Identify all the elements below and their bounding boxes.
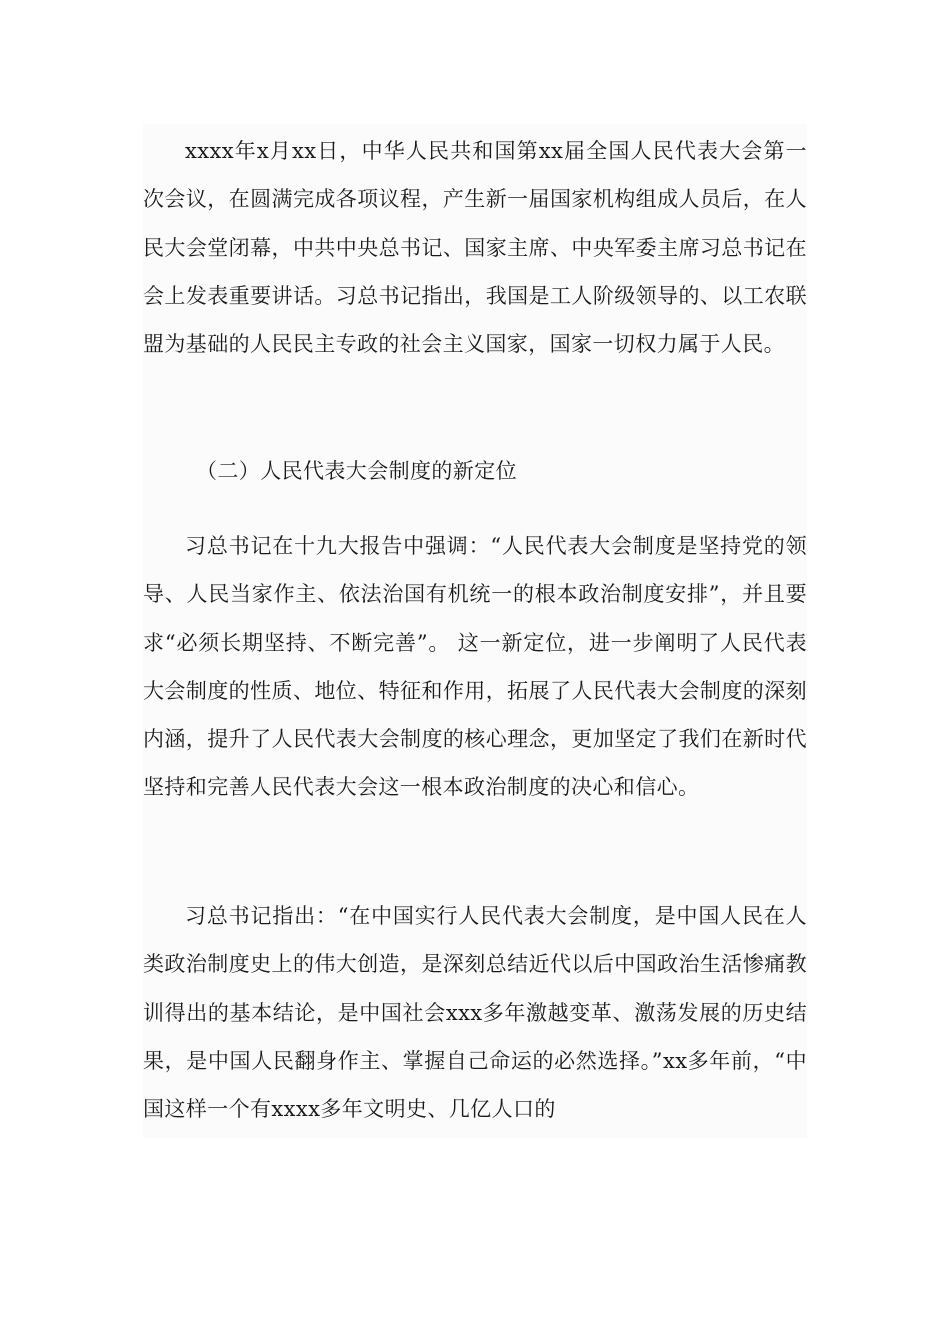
- paragraph-historical-choice: 习总书记指出：“在中国实行人民代表大会制度，是中国人民在人类政治制度史上的伟大创造，是深刻总结近代以后中国政治生活惨痛教训得出的基本结论，是中国社会xxx多年激越变革、激荡发展的历史结果，是中国人民翻身作主、掌握自己命运的必然选择。”xx多年前，“中国这样一个有xxxx多年文明史、几亿人口的: [143, 904, 807, 1122]
- paragraph-npc-meeting: xxxx年x月xx日，中华人民共和国第xx届全国人民代表大会第一次会议，在圆满完成各项议程，产生新一届国家机构组成人员后，在人民大会堂闭幕，中共中央总书记、国家主席、中央军委主席习总书记在会上发表重要讲话。习总书记指出，我国是工人阶级领导的、以工农联盟为基础的人民民主专政的社会主义国家，国家一切权力属于人民。: [143, 139, 807, 357]
- section-heading: （二）人民代表大会制度的新定位: [196, 459, 517, 483]
- text-block: [143, 124, 807, 1138]
- paragraph-new-positioning: 习总书记在十九大报告中强调：“人民代表大会制度是坚持党的领导、人民当家作主、依法治国有机统一的根本政治制度安排”，并且要求“必须长期坚持、不断完善”。 这一新定位，进一步阐明了人民代表大会制度的性质、地位、特征和作用，拓展了人民代表大会制度的深刻内涵，提升了人民代表大会制度的核心理念，更加坚定了我们在新时代坚持和完善人民代表大会这一根本政治制度的决心和信心。: [143, 534, 807, 800]
